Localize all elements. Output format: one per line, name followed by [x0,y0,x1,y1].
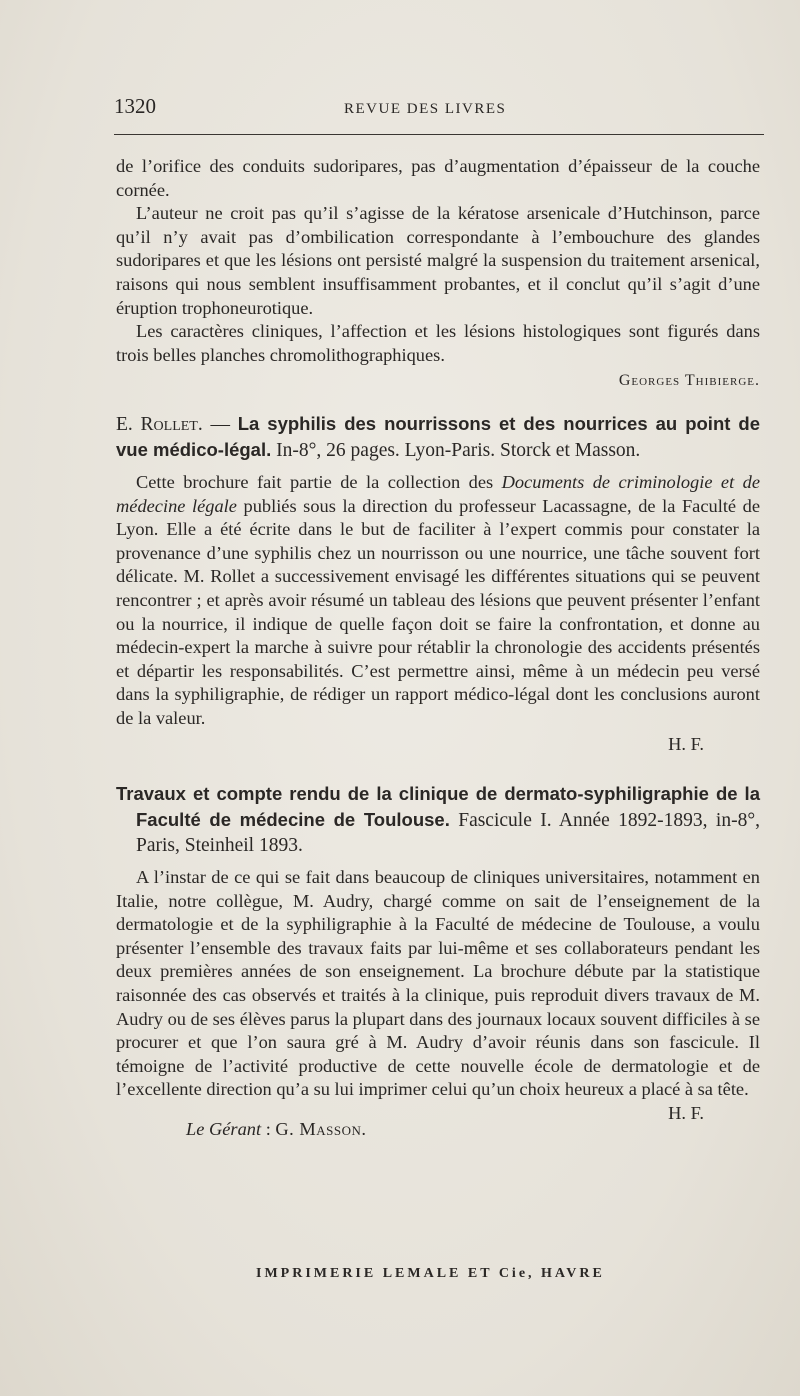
page-number: 1320 [114,94,156,118]
review-details: Fascicule I. Année 1892-1893, in-8°, Paris, Steinheil 1893. [136,810,760,857]
heading-dash: — [202,413,238,435]
paragraph: Les caractères cliniques, l’affection et les lésions histologiques sont figurés dans trois belles planches chromolithographiques. [116,321,760,365]
review-toulouse [116,781,760,1123]
review-heading [116,411,760,463]
paragraph [116,866,760,1123]
review-signature: H. F. [668,1103,704,1123]
gerant-name: G. Masson. [275,1119,367,1139]
paragraph-text: Cette brochure fait partie de la collection des [136,471,502,492]
review-details: In-8°, 26 pages. Lyon-Paris. Storck et Masson. [271,439,641,461]
review-author: E. Rollet. [116,413,203,435]
collection-title: Documents de criminologie et de médecine légale [116,471,760,516]
page-header [114,94,764,135]
gerant-separator: : [261,1119,276,1139]
running-head: REVUE DES LIVRES [344,101,507,117]
paragraph: de l’orifice des conduits sudoripares, pas d’augmentation d’épaisseur de la couche cornée. [116,156,760,200]
gerant-label: Le Gérant [186,1119,262,1139]
printer-imprint: IMPRIMERIE LEMALE ET Cie, HAVRE [256,1266,605,1281]
paragraph [116,471,760,731]
paragraph-text: publiés sous la direction du professeur Lacassagne, de la Faculté de Lyon. Elle a été écrite dans le but de faciliter à l’expert commis pour constater la provenance d’une syphilis chez un nourrisson ou une nourrice, une tâche souvent fort délicate. M. Rollet a successivement envisagé les différentes situations qui se peuvent rencontrer ; et après avoir résumé un tableau des lésions que peuvent présenter l’enfant ou la nourrice, il indique de quelle façon doit se faire la confrontation, et donne au médecin-expert la marche à suivre pour rétablir la chronologie des accidents présentés et départir les responsabilités. C’est permettre ainsi, même à un médecin peu versé dans la syphiligraphie, de rédiger un rapport médico-légal dont les conclusions auront de la valeur. [116,495,761,728]
paragraph-text: A l’instar de ce qui se fait dans beaucoup de cliniques universitaires, notamment en Italie, notre collègue, M. Audry, chargé comme on sait de l’enseignement de la dermatologie et de la syphiligraphie à la Faculté de médecine de Toulouse, a voulu présenter l’ensemble des travaux faits par lui-même et ses collaborateurs pendant les deux premières années de son enseignement. La brochure débute par la statistique raisonnée des cas observés et traités à la clinique, puis reproduit divers travaux de M. Audry ou de ses élèves parus la plupart dans des journaux locaux souvent difficiles à se procurer et que l’on saura gré à M. Audry d’avoir réunis dans son fascicule. Il témoigne de l’activité productive de cette nouvelle école de dermatologie et de l’excellente direction qu’a su lui imprimer celui qu’un choix heureux a placé à sa tête. [116,867,760,1100]
review-title: Travaux et compte rendu de la clinique de dermato-syphiligraphie de la Faculté de médecine de Toulouse. [116,783,760,831]
review-title: La syphilis des nourrissons et des nourrices au point de vue médico-légal. [116,412,761,460]
paragraph: L’auteur ne croit pas qu’il s’agisse de la kératose arsenicale d’Hutchinson, parce qu’il n’y avait pas d’ombilication correspondante à l’embouchure des glandes sudoripares et que les lésions ont persisté malgré la suspension du traitement arsenical, raisons qui nous semblent insuffisamment probantes, et il conclut qu’il s’agit d’une éruption trophoneurotique. [116,203,760,318]
review-signature: H. F. [668,734,704,755]
review-heading [116,781,760,858]
review-thibierge [116,155,760,393]
review-rollet [116,411,760,757]
review-signature: Georges Thibierge. [618,372,760,390]
page-body [116,155,760,1142]
